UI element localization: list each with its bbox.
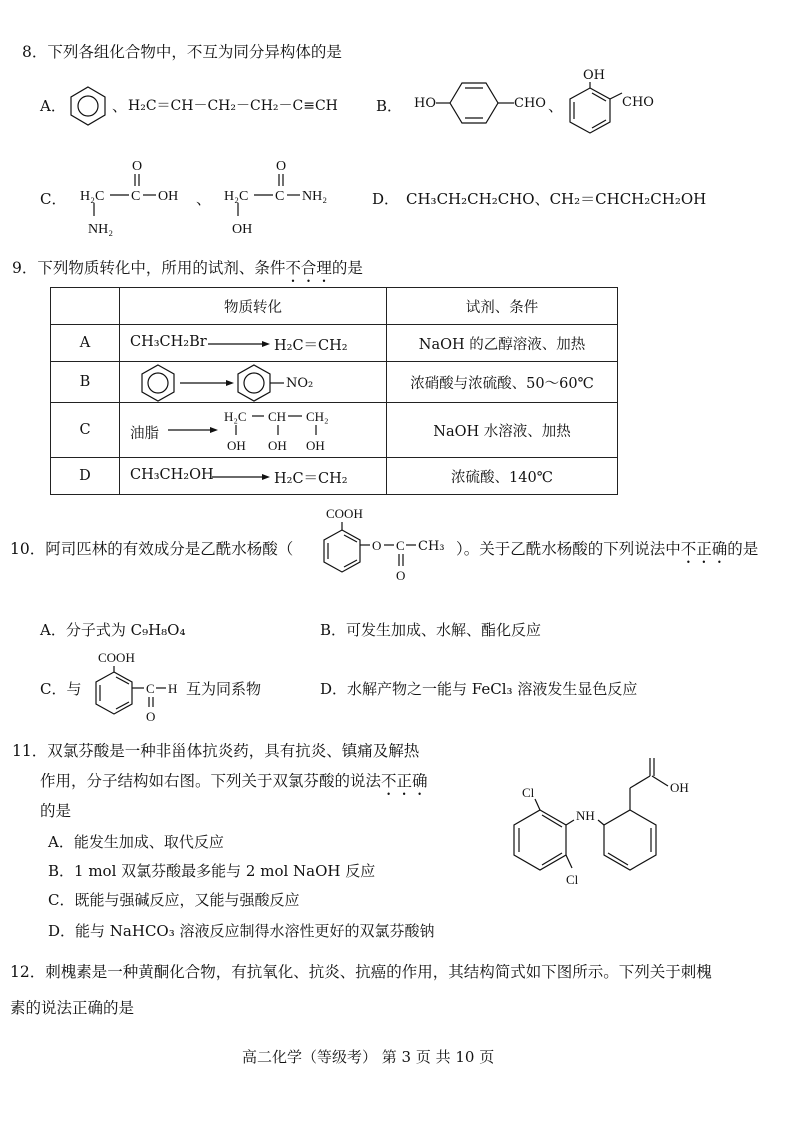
q12-stem-line2: 素的说法正确的是 <box>10 999 135 1017</box>
svg-text:NH: NH <box>576 808 595 823</box>
q10-option-c-post: 互为同系物 <box>186 680 262 698</box>
svg-text:C: C <box>146 681 155 696</box>
glycine-structure <box>74 150 194 240</box>
q8-option-b-label: B． <box>376 97 403 115</box>
svg-text:H₂C: H₂C <box>224 189 249 204</box>
table-header-row <box>51 288 618 325</box>
q11-stem-line2: 作用，分子结构如右图。下列关于双氯芬酸的说法不正确 <box>40 772 428 790</box>
arrow-icon <box>168 425 218 435</box>
table-row: A CH₃CH₂Br H₂C＝CH₂ NaOH 的乙醇溶液、加热 <box>51 325 618 362</box>
q10-option-c-pre: C．与 <box>40 680 82 698</box>
svg-text:COOH: COOH <box>98 650 135 665</box>
q11-option-a: A．能发生加成、取代反应 <box>48 833 224 851</box>
arrow-icon <box>212 472 270 482</box>
table-row: B NO₂ 浓硝酸与浓硫酸、50～60℃ <box>51 362 618 403</box>
svg-text:CH₂: CH₂ <box>306 409 329 424</box>
q8-option-c-sep: 、 <box>196 190 212 208</box>
formylbenzoic-acid-structure <box>80 648 190 724</box>
nitration-scheme <box>128 363 368 403</box>
arrow-icon <box>208 339 270 349</box>
q10-option-d: D．水解产物之一能与 FeCl₃ 溶液发生显色反应 <box>320 680 638 698</box>
svg-text:Cl: Cl <box>566 872 579 887</box>
svg-text:O: O <box>276 159 287 174</box>
q8-option-a-label: A． <box>40 97 66 115</box>
svg-text:H₂C: H₂C <box>80 189 105 204</box>
svg-text:OH: OH <box>158 189 179 204</box>
q8-option-b-cho: CHO <box>514 96 546 111</box>
q11-option-b: B．1 mol 双氯芬酸最多能与 2 mol NaOH 反应 <box>48 862 376 880</box>
svg-text:C: C <box>131 189 141 204</box>
glycolamide-structure <box>218 150 348 240</box>
q10-stem-pre: 10．阿司匹林的有效成分是乙酰水杨酸（ <box>10 540 294 558</box>
glycerol-structure <box>222 405 372 457</box>
diclofenac-structure <box>490 756 700 896</box>
q11-option-c: C．既能与强碱反应，又能与强酸反应 <box>48 891 300 909</box>
q10-ch3: CH₃ <box>418 539 445 554</box>
q8-option-c-label: C． <box>40 190 67 208</box>
q8-option-d-label: D． <box>372 190 400 208</box>
page-footer: 高二化学（等级考） 第 3 页 共 10 页 <box>242 1048 495 1066</box>
svg-text:CH: CH <box>268 409 287 424</box>
svg-text:Cl: Cl <box>522 785 535 800</box>
q8-option-a-formula: H₂C＝CH－CH₂－CH₂－C≡CH <box>128 98 338 114</box>
q11-stem-line3: 的是 <box>40 802 72 820</box>
svg-text:C: C <box>396 538 405 553</box>
q8-option-a-sep: 、 <box>112 97 128 115</box>
q11-option-d: D．能与 NaHCO₃ 溶液反应制得水溶性更好的双氯芬酸钠 <box>48 922 435 940</box>
svg-text:OH: OH <box>232 222 253 237</box>
q8-option-d-text: CH₃CH₂CH₂CHO、CH₂＝CHCH₂CH₂OH <box>406 190 707 208</box>
svg-text:O: O <box>132 159 143 174</box>
svg-text:NH₂: NH₂ <box>88 222 114 237</box>
svg-text:COOH: COOH <box>326 506 363 521</box>
q9-stem: 9．下列物质转化中，所用的试剂、条件不合理的是 <box>12 259 363 277</box>
q12-stem-line1: 12．刺槐素是一种黄酮化合物，有抗氧化、抗炎、抗癌的作用，其结构简式如下图所示。下列关于刺槐 <box>10 963 712 981</box>
svg-text:C: C <box>275 189 285 204</box>
svg-text:OH: OH <box>268 438 287 453</box>
svg-text:O: O <box>372 538 382 553</box>
q11-stem-line1: 11．双氯芬酸是一种非甾体抗炎药，具有抗炎、镇痛及解热 <box>12 742 420 760</box>
para-hydroxybenzaldehyde-structure <box>436 80 516 126</box>
q10-option-a: A．分子式为 C₉H₈O₄ <box>40 621 186 639</box>
svg-text:OH: OH <box>306 438 325 453</box>
salicylaldehyde-structure <box>564 82 626 134</box>
q8-option-b-ho: HO <box>414 96 436 111</box>
svg-text:O: O <box>146 709 156 724</box>
svg-text:O: O <box>396 568 406 583</box>
q8-option-b-oh: OH <box>583 68 605 83</box>
q10-option-b: B．可发生加成、水解、酯化反应 <box>320 621 542 639</box>
table-row: D CH₃CH₂OH H₂C＝CH₂ 浓硫酸、140℃ <box>51 458 618 495</box>
svg-text:OH: OH <box>670 780 689 795</box>
svg-text:H: H <box>168 681 178 696</box>
svg-text:OH: OH <box>227 438 246 453</box>
q8-option-b-sep: 、 <box>548 97 564 115</box>
table-row: C 油脂 H₂C CH CH₂ OH OH OH NaOH 水溶液、加热 <box>51 403 618 458</box>
q8-option-b-cho2: CHO <box>622 95 654 110</box>
q8-stem: 8．下列各组化合物中，不互为同分异构体的是 <box>22 43 342 61</box>
q10-stem-post: ）。关于乙酰水杨酸的下列说法中不正确的是 <box>456 540 759 558</box>
header-conversion: 物质转化 <box>120 288 387 325</box>
q9-conversion-table <box>50 287 618 495</box>
benzene-structure <box>66 84 110 128</box>
svg-text:H₂C: H₂C <box>224 409 247 424</box>
svg-text:NH₂: NH₂ <box>302 189 328 204</box>
header-conditions: 试剂、条件 <box>387 288 618 325</box>
